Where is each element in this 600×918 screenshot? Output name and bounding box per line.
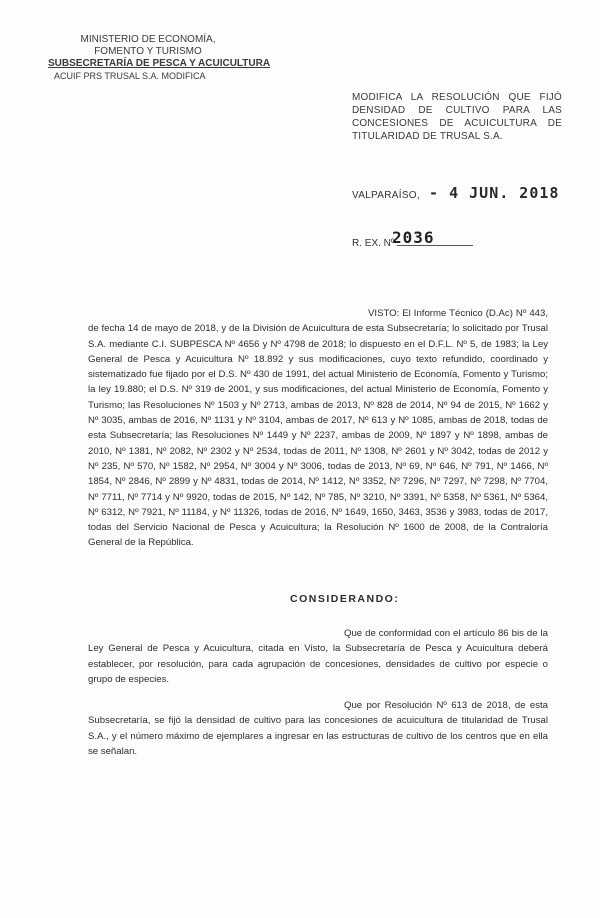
ministry-line-2: FOMENTO Y TURISMO [94, 46, 202, 57]
resolution-number-line [352, 228, 473, 249]
resolution-summary: MODIFICA LA RESOLUCIÓN QUE FIJÓ DENSIDAD DE CULTIVO PARA LAS CONCESIONES DE ACUICULTURA DE TITULARIDAD DE TRUSAL S.A. [352, 92, 562, 142]
date-city: VALPARAÍSO, [352, 190, 420, 201]
date-stamp: - 4 JUN. 2018 [429, 184, 560, 202]
date-line [352, 184, 559, 202]
subsecretaria-name: SUBSECRETARÍA DE PESCA Y ACUICULTURA [48, 58, 271, 69]
considerando-paragraph-2: Que por Resolución Nº 613 de 2018, de esta Subsecretaría, se fijó la densidad de cultivo para las concesiones de acuicultura de titularidad de Trusal S.A., y el número máximo de ejemplares a ingresar en las estructuras de cultivo de los centros que en ella se señalan. [88, 700, 548, 757]
letterhead [48, 34, 271, 82]
resolution-label: R. EX. Nº [352, 238, 395, 249]
resolution-number: 2036 [392, 228, 435, 247]
reference-code: ACUIF PRS TRUSAL S.A. MODIFICA [54, 71, 206, 81]
visto-paragraph: VISTO: El Informe Técnico (D.Ac) Nº 443, de fecha 14 de mayo de 2018, y de la División de Acuicultura de esta Subsecretaría; lo solicitado por Trusal S.A. mediante C.I. SUBPESCA Nº 4656 y Nº 4798 de 2018; lo dispuesto en el D.F.L. Nº 5, de 1983; la Ley General de Pesca y Acuicultura Nº 18.892 y sus modificaciones, cuyo texto refundido, coordinado y sistematizado fue fijado por el D.S. Nº 430 de 1991, del actual Ministerio de Economía, Fomento y Turismo; la ley 19.880; el D.S. Nº 319 de 2001, y sus modificaciones, del actual Ministerio de Economía, Fomento y Turismo; las Resoluciones Nº 1503 y Nº 2713, ambas de 2013, Nº 828 de 2014, Nº 94 de 2015, Nº 1662 y Nº 3035, ambas de 2016, Nº 1131 y Nº 3104, ambas de 2017, Nº 613 y Nº 1085, ambas de 2018, todas de esta Subsecretaría; las Resoluciones Nº 1449 y Nº 2237, ambas de 2009, Nº 1897 y Nº 1898, ambas de 2010, Nº 1381, Nº 2082, Nº 2302 y Nº 2534, todas de 2011, Nº 1308, Nº 2601 y Nº 3042, todas de 2012 y Nº 235, Nº 570, Nº 1582, Nº 2954, Nº 3004 y Nº 3006, todas de 2013, Nº 69, Nº 646, Nº 791, Nº 1466, Nº 1854, Nº 2846, Nº 2899 y Nº 4831, todas de 2014, Nº 1412, Nº 3352, Nº 7296, Nº 7297, Nº 7298, Nº 7704, Nº 7711, Nº 7714 y Nº 9920, todas de 2015, Nº 142, Nº 785, Nº 3210, Nº 3391, Nº 5358, Nº 5361, Nº 5364, Nº 6312, Nº 7921, Nº 11184, y Nº 11326, todas de 2016, Nº 1649, 1650, 3463, 3536 y 3983, todas de 2017, todas del Servicio Nacional de Pesca y Acuicultura; la Resolución Nº 1600 de 2008, de la Contraloría General de la República. [88, 308, 548, 549]
ministry-line-1: MINISTERIO DE ECONOMÍA, [80, 34, 216, 45]
considerando-heading: CONSIDERANDO: [290, 593, 400, 605]
considerando-paragraph-1: Que de conformidad con el artículo 86 bis de la Ley General de Pesca y Acuicultura, citada en Visto, la Subsecretaría de Pesca y Acuicultura deberá establecer, por resolución, para cada agrupación de concesiones, densidades de cultivo por especie o grupo de especies. [88, 628, 548, 685]
